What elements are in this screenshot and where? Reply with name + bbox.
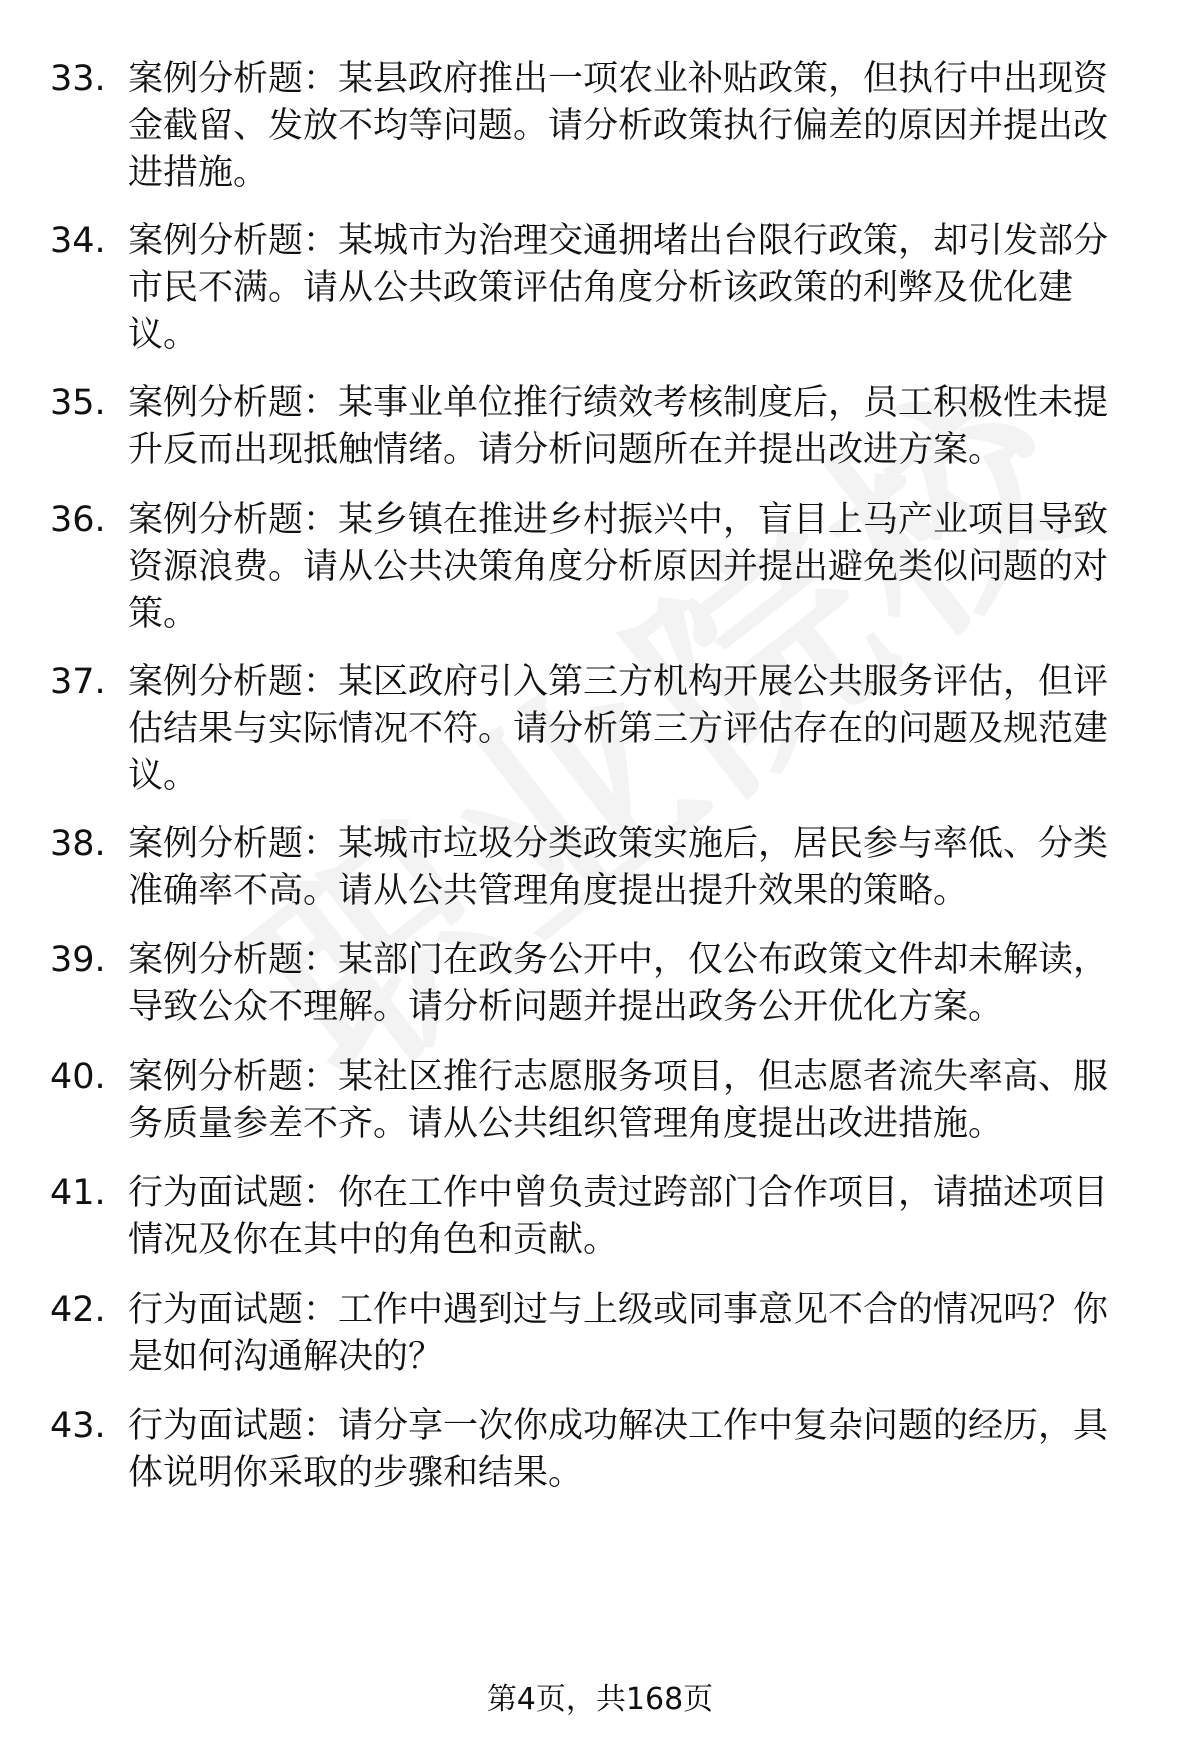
question-number: 33. (50, 59, 106, 99)
question-text: 案例分析题：某事业单位推行绩效考核制度后，员工积极性未提升反而出现抵触情绪。请分析问题所在并提出改进方案。 (128, 383, 1109, 470)
question-text: 案例分析题：某城市为治理交通拥堵出台限行政策，却引发部分市民不满。请从公共政策评估角度分析该政策的利弊及优化建议。 (128, 221, 1109, 355)
question-number: 41. (50, 1173, 106, 1213)
question-number: 43. (50, 1406, 106, 1446)
question-text: 案例分析题：某城市垃圾分类政策实施后，居民参与率低、分类准确率不高。请从公共管理角度提出提升效果的策略。 (128, 824, 1109, 911)
question-number: 37. (50, 662, 106, 702)
question-number: 36. (50, 500, 106, 540)
question-number: 35. (50, 383, 106, 423)
question-number: 39. (50, 940, 106, 980)
question-text: 案例分析题：某部门在政务公开中，仅公布政策文件却未解读，导致公众不理解。请分析问题并提出政务公开优化方案。 (128, 940, 1109, 1027)
question-number: 38. (50, 824, 106, 864)
question-text: 行为面试题：请分享一次你成功解决工作中复杂问题的经历，具体说明你采取的步骤和结果。 (128, 1406, 1109, 1493)
question-text: 行为面试题：工作中遇到过与上级或同事意见不合的情况吗？你是如何沟通解决的？ (128, 1290, 1109, 1377)
question-number: 42. (50, 1290, 106, 1330)
question-text: 案例分析题：某社区推行志愿服务项目，但志愿者流失率高、服务质量参差不齐。请从公共组织管理角度提出改进措施。 (128, 1057, 1109, 1144)
question-text: 行为面试题：你在工作中曾负责过跨部门合作项目，请描述项目情况及你在其中的角色和贡献。 (128, 1173, 1109, 1260)
question-text: 案例分析题：某乡镇在推进乡村振兴中，盲目上马产业项目导致资源浪费。请从公共决策角度分析原因并提出避免类似问题的对策。 (128, 500, 1109, 634)
question-number: 34. (50, 221, 106, 261)
question-number: 40. (50, 1057, 106, 1097)
question-text: 案例分析题：某区政府引入第三方机构开展公共服务评估，但评估结果与实际情况不符。请分析第三方评估存在的问题及规范建议。 (128, 662, 1109, 796)
question-text: 案例分析题：某县政府推出一项农业补贴政策，但执行中出现资金截留、发放不均等问题。请分析政策执行偏差的原因并提出改进措施。 (128, 59, 1109, 193)
page-number-footer: 第4页，共168页 (486, 1682, 714, 1717)
